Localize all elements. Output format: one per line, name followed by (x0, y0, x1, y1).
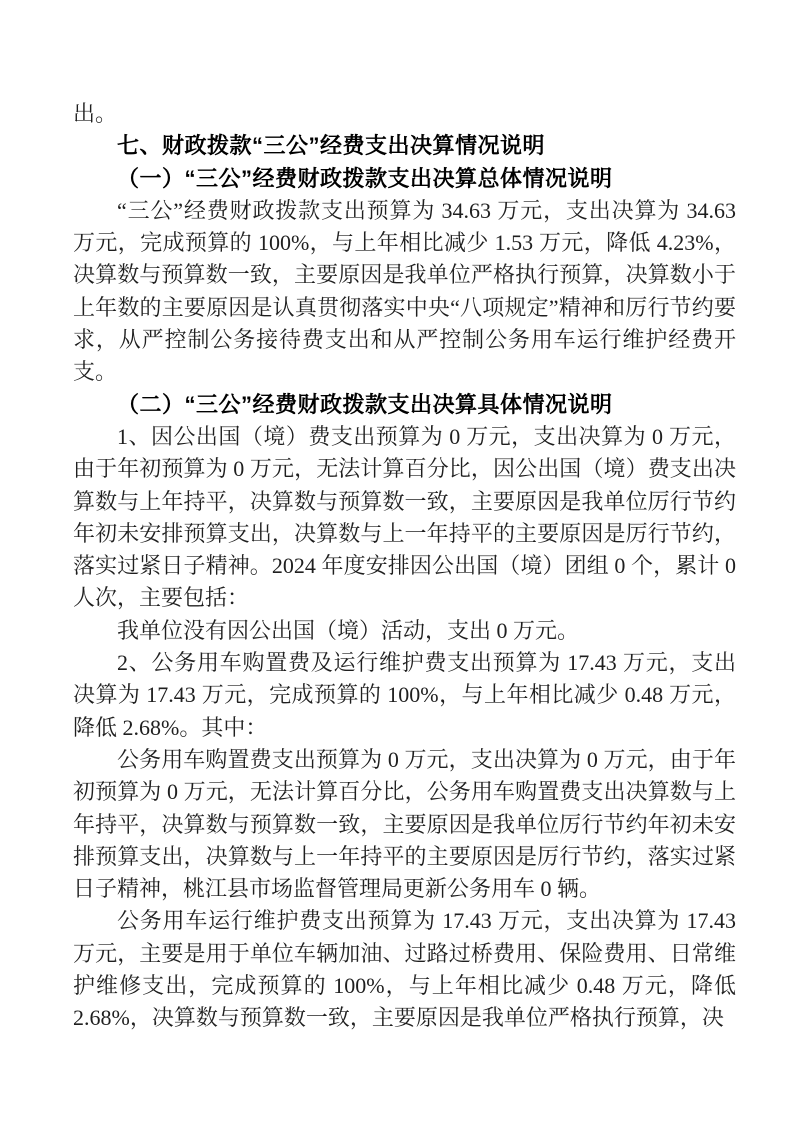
paragraph-sangong-total-budget: “三公”经费财政拨款支出预算为 34.63 万元，支出决算为 34.63 万元，完成预算的 100%，与上年相比减少 1.53 万元，降低 4.23%，决算数与预算数一致，主要原因是我单位严格执行预算，决算数小于上年数的主要原因是认真贯彻落实中央“八项规定”精神和厉行节约要求，从严控制公务接待费支出和从严控制公务用车运行维护经费开支。 (73, 197, 736, 385)
subsection-heading-two-specific-situation: （二）“三公”经费财政拨款支出决算具体情况说明 (117, 391, 613, 417)
paragraph-vehicle-purchase-and-maintenance-total: 2、公务用车购置费及运行维护费支出预算为 17.43 万元，支出决算为 17.43 万元，完成预算的 100%，与上年相比减少 0.48 万元，降低 2.68%。其中： (73, 650, 736, 740)
section-heading-seven-sangong-overview: 七、财政拨款“三公”经费支出决算情况说明 (117, 133, 546, 159)
paragraph-overseas-trip-expense: 1、因公出国（境）费支出预算为 0 万元，支出决算为 0 万元，由于年初预算为 0 万元，无法计算百分比，因公出国（境）费支出决算数与上年持平，决算数与预算数一致，主要原因是我单位厉行节约年初未安排预算支出，决算数与上一年持平的主要原因是厉行节约，落实过紧日子精神。2024 年度安排因公出国（境）团组 0 个，累计 0 人次，主要包括： (73, 423, 736, 611)
paragraph-continuation-from-previous-page: 出。 (73, 101, 118, 126)
paragraph-vehicle-maintenance-expense: 公务用车运行维护费支出预算为 17.43 万元，支出决算为 17.43 万元，主要是用于单位车辆加油、过路过桥费用、保险费用、日常维护维修支出，完成预算的 100%，与上年相比减少 0.48 万元，降低 2.68%，决算数与预算数一致，主要原因是我单位严格执行预算，决 (73, 908, 736, 1031)
paragraph-no-overseas-activity: 我单位没有因公出国（境）活动，支出 0 万元。 (117, 617, 580, 643)
document-body (73, 98, 736, 1035)
subsection-heading-one-overall-situation: （一）“三公”经费财政拨款支出决算总体情况说明 (117, 165, 613, 191)
paragraph-vehicle-purchase-expense: 公务用车购置费支出预算为 0 万元，支出决算为 0 万元，由于年初预算为 0 万元，无法计算百分比，公务用车购置费支出决算数与上年持平，决算数与预算数一致，主要原因是我单位厉行节约年初未安排预算支出，决算数与上一年持平的主要原因是厉行节约，落实过紧日子精神，桃江县市场监督管理局更新公务用车 0 辆。 (73, 746, 736, 902)
